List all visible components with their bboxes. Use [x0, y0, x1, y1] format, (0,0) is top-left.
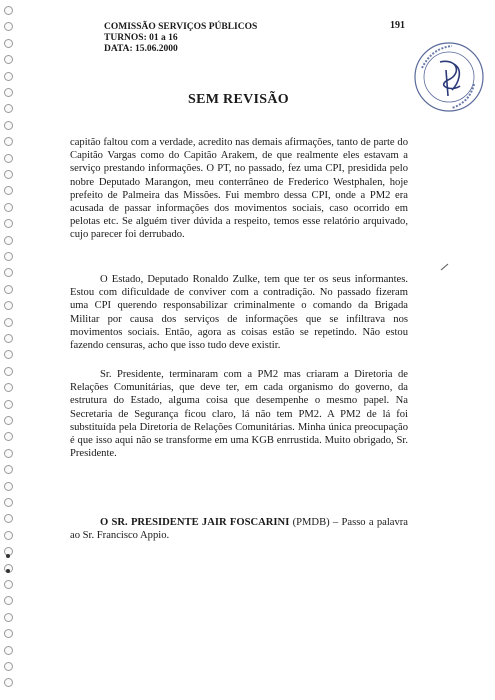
binder-hole [4, 104, 13, 113]
binder-hole [4, 416, 13, 425]
paragraph-3: Sr. Presidente, terminaram com a PM2 mas criaram a Diretoria de Relações Comunitárias, que deve ter, em cada organismo do governo, da estrutura do Estado, alguma coisa que desempenhe o mesmo papel. Na Secretaria de Segurança ficou claro, lá não tem PM2. A PM2 de lá foi substituída pela Diretoria de Relações Comunitárias. Minha única preocupação é que isso aqui não se transforme em uma KGB enrrustida. Muito obrigado, Sr. Presidente. [70, 369, 408, 460]
binder-hole [4, 432, 13, 441]
binder-hole [4, 482, 13, 491]
binder-hole [4, 629, 13, 638]
binder-hole [4, 465, 13, 474]
binder-hole [4, 367, 13, 376]
binder-hole [4, 285, 13, 294]
shifts-line: TURNOS: 01 a 16 [104, 33, 178, 43]
binder-hole [4, 531, 13, 540]
margin-tick-mark [440, 262, 450, 272]
binder-dot [6, 569, 10, 573]
speaker-paragraph [70, 516, 408, 542]
binder-hole [4, 596, 13, 605]
speaker-remark: (PMDB) – Passo a palavra ao Sr. Francisco Appio. [70, 517, 408, 542]
page-title: SEM REVISÃO [188, 92, 289, 107]
signature-mark [440, 61, 460, 96]
binder-hole [4, 613, 13, 622]
binder-hole [4, 449, 13, 458]
page-number: 191 [390, 20, 405, 31]
binder-hole [4, 170, 13, 179]
binder-hole [4, 400, 13, 409]
binder-hole [4, 514, 13, 523]
binder-hole [4, 72, 13, 81]
binder-hole [4, 6, 13, 15]
binder-hole [4, 383, 13, 392]
committee-name: COMISSÃO SERVIÇOS PÚBLICOS [104, 22, 258, 32]
official-stamp [412, 40, 486, 114]
paragraph-2: O Estado, Deputado Ronaldo Zulke, tem que ter os seus informantes. Estou com dificuldade de conviver com a contradição. No passado fizeram uma CPI querendo responsabilizar criminalmente o comando da Brigada Militar por causa dos serviços de informações que se infiltrava nos movimentos sociais. Então, agora as coisas estão se repetindo. Não estou fazendo censuras, acho que isso tudo deve existir. [70, 274, 408, 352]
binder-hole [4, 498, 13, 507]
binder-hole [4, 646, 13, 655]
binder-hole [4, 580, 13, 589]
binder-hole [4, 55, 13, 64]
document-header [104, 22, 257, 55]
binder-hole [4, 203, 13, 212]
binder-hole [4, 350, 13, 359]
speaker-name: O SR. PRESIDENTE JAIR FOSCARINI [100, 517, 290, 528]
binder-hole [4, 662, 13, 671]
binder-hole [4, 137, 13, 146]
binder-hole [4, 22, 13, 31]
binder-hole [4, 219, 13, 228]
binder-hole [4, 39, 13, 48]
paragraph-1: capitão faltou com a verdade, acredito nas demais afirmações, tanto de parte do Capitão Vargas como do Capitão Arakem, de que realmente eles estavam a serviço prestando informações. O PT, no passado, fez uma CPI, presidida pelo nobre Deputado Marangon, meu conterrâneo de Frederico Westphalen, hoje prefeito de Palmeira das Missões. Fui membro dessa CPI, onde a PM2 era acusada de passar informações dos movimentos sociais, caso ocorrido em pelotas etc. Se alguém tiver dúvida a respeito, temos esse relatório arquivado, cujo parecer foi derrubado. [70, 137, 408, 241]
binder-dot [6, 554, 10, 558]
binder-hole [4, 268, 13, 277]
date-line: DATA: 15.06.2000 [104, 44, 178, 54]
binder-hole [4, 236, 13, 245]
binder-hole [4, 301, 13, 310]
binder-hole [4, 678, 13, 687]
binder-hole [4, 186, 13, 195]
binder-hole [4, 252, 13, 261]
binder-hole [4, 154, 13, 163]
binder-hole [4, 88, 13, 97]
binder-holes [4, 6, 14, 694]
binder-hole [4, 121, 13, 130]
binder-hole [4, 318, 13, 327]
binder-hole [4, 334, 13, 343]
